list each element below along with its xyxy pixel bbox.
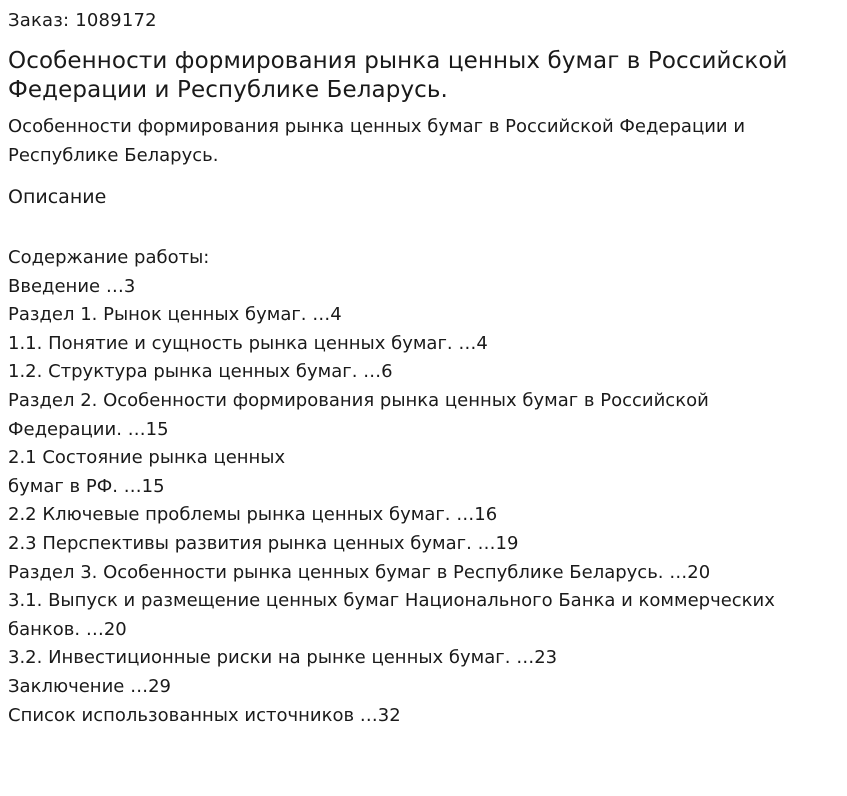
page-subtitle: Особенности формирования рынка ценных бумаг в Российской Федерации и Республике Беларусь.: [8, 116, 746, 166]
toc-item: Заключение …29: [8, 675, 171, 697]
toc-item: 3.1. Выпуск и размещение ценных бумаг Национального Банка и коммерческих: [8, 590, 775, 612]
toc-item: Раздел 2. Особенности формирования рынка ценных бумаг в Российской: [8, 389, 709, 411]
toc-heading: Содержание работы:: [8, 247, 210, 268]
description-heading: Описание: [8, 186, 107, 208]
toc-item: 1.2. Структура рынка ценных бумаг. …6: [8, 361, 393, 383]
toc-item: Раздел 1. Рынок ценных бумаг. …4: [8, 304, 342, 326]
toc-item: 1.1. Понятие и сущность рынка ценных бумаг. …4: [8, 332, 488, 354]
page-title: Особенности формирования рынка ценных бумаг в Российской Федерации и Республике Беларусь.: [8, 48, 788, 103]
toc-item: 2.2 Ключевые проблемы рынка ценных бумаг. …16: [8, 504, 498, 526]
toc-item: Введение …3: [8, 275, 136, 297]
order-number: Заказ: 1089172: [8, 10, 157, 31]
toc-item: Раздел 3. Особенности рынка ценных бумаг в Республике Беларусь. …20: [8, 561, 711, 583]
toc-item: банков. …20: [8, 618, 127, 640]
toc-item: Федерации. …15: [8, 418, 169, 440]
table-of-contents: [8, 244, 839, 730]
toc-item: 2.1 Состояние рынка ценных: [8, 447, 286, 469]
toc-item: Список использованных источников …32: [8, 704, 401, 726]
toc-item: 2.3 Перспективы развития рынка ценных бумаг. …19: [8, 532, 519, 554]
toc-item: 3.2. Инвестиционные риски на рынке ценных бумаг. …23: [8, 647, 558, 669]
toc-item: бумаг в РФ. …15: [8, 475, 165, 497]
